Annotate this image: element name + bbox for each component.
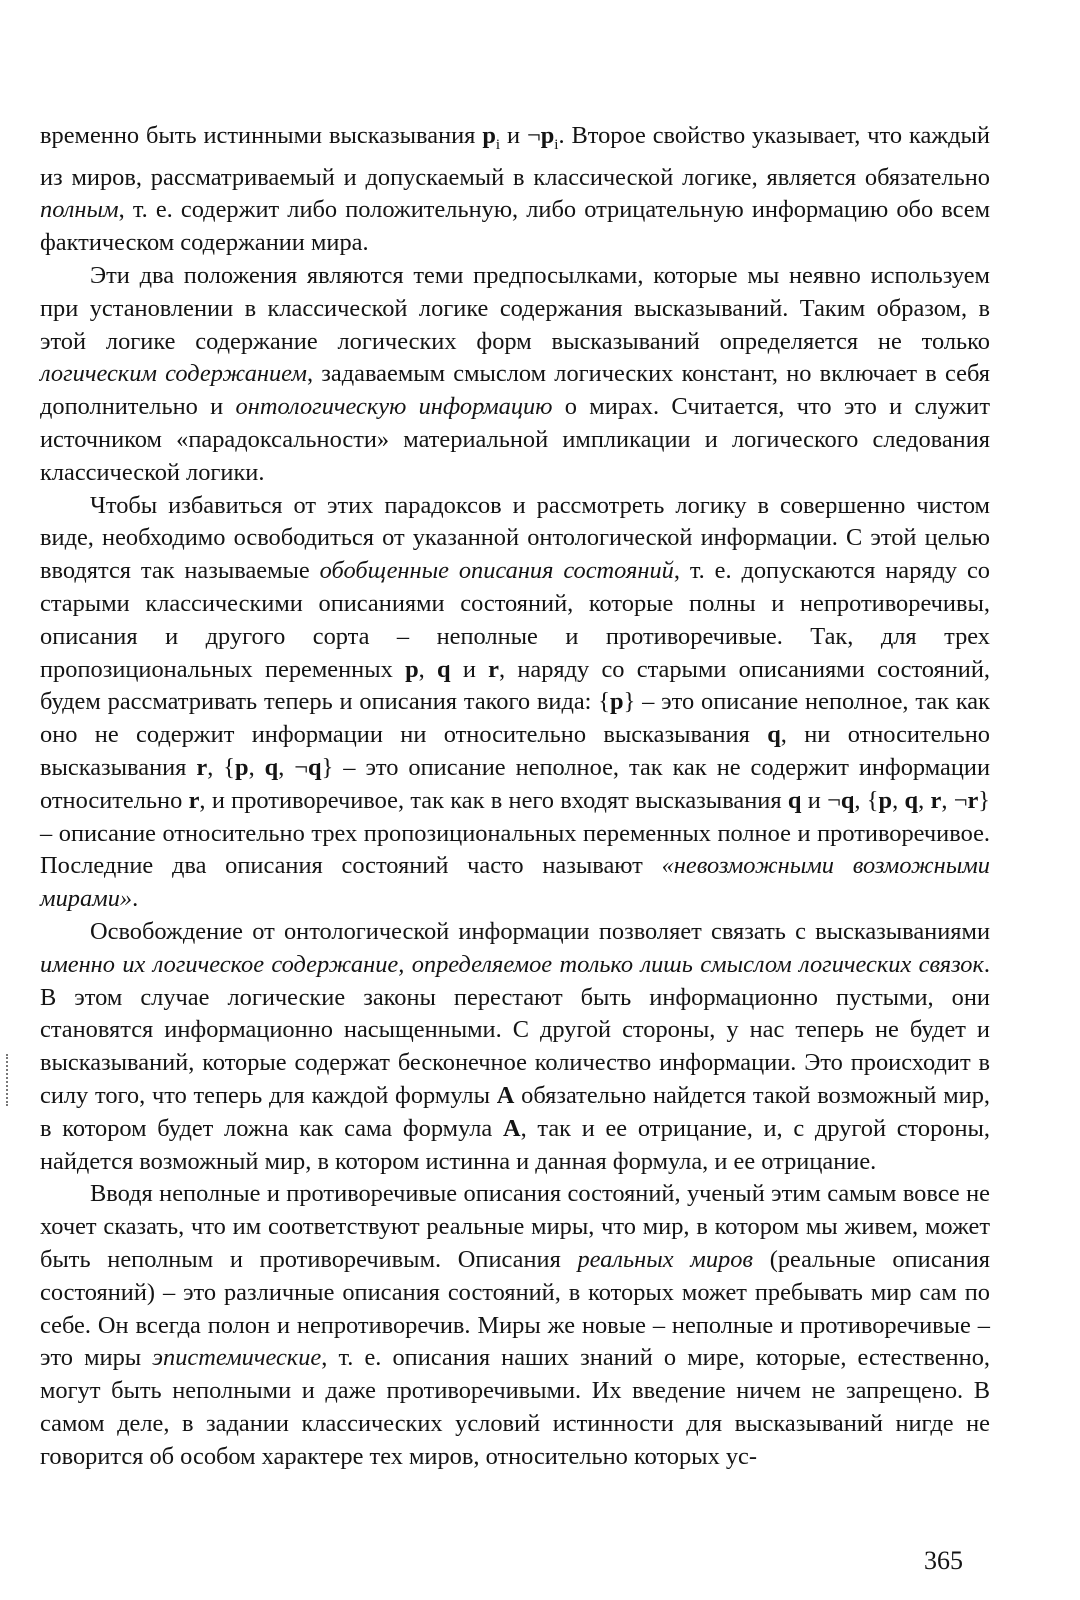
text-run: Чтобы избавиться от этих парадоксов и рассмотреть логику в совершенно чистом виде, необходимо освободиться от указанной онтологической информации. С этой целью вводятся так называемые: [40, 491, 990, 585]
text-run: и: [450, 655, 489, 683]
text-run: и ¬: [801, 786, 841, 814]
paragraph: [40, 1178, 990, 1473]
formula-symbol: p: [540, 122, 555, 149]
text-run: ,: [918, 786, 931, 814]
text-run: , ¬: [941, 786, 968, 814]
text-run: , задаваемым смыслом логических констант, но включает в себя дополнительно и: [40, 360, 990, 421]
paragraph: [40, 120, 990, 260]
formula-symbol: r: [488, 655, 499, 683]
formula-symbol: q: [767, 721, 781, 749]
formula-symbol: r: [196, 754, 208, 782]
text-run: } – описание относительно трех пропозициональных переменных полное и противоречивое. Последние два описания состояний часто называют: [40, 786, 991, 880]
subscript: i: [554, 136, 559, 153]
text-run: .: [132, 885, 139, 913]
formula-symbol: q: [787, 786, 802, 814]
text-run: временно быть истинными высказывания: [40, 122, 483, 149]
formula-symbol: q: [840, 786, 855, 814]
text-run: , и противоречивое, так как в него входят высказывания: [199, 786, 788, 814]
formula-symbol: p: [234, 754, 249, 782]
text-run: , {: [207, 754, 235, 782]
emphasis-text: обобщенные описания состояний: [319, 557, 674, 585]
text-run: (реальные описания состояний) – это различные описания состояний, в которых может пребывать мир сам по себе. Он всегда полон и непротиворечив. Миры же новые – неполные и противоречивые – это миры: [40, 1245, 990, 1372]
formula-symbol: q: [904, 786, 919, 814]
formula-symbol: p: [878, 786, 893, 814]
text-run: . Второе свойство указывает, что каждый из миров, рассматриваемый и допускаемый в классической логике, является обязательно: [40, 122, 990, 191]
emphasis-text: эпистемические: [152, 1344, 322, 1372]
margin-mark: [6, 1054, 12, 1106]
text-run: Освобождение от онтологической информации позволяет связать с высказываниями: [90, 918, 990, 945]
text-run: ,: [248, 754, 265, 782]
text-run: , т. е. допускаются наряду со старыми классическими описаниями состояний, которые полны и непротиворечивы, описания и другого сорта – неполные и противоречивые. Так, для трех пропозициональных переменных: [40, 557, 990, 683]
text-run: , так и ее отрицание, и, с другой стороны, найдется возможный мир, в котором истинна и данная формула, и ее отрицание.: [40, 1114, 991, 1175]
formula-symbol: r: [930, 786, 942, 814]
page-number: 365: [924, 1546, 963, 1575]
text-run: , т. е. описания наших знаний о мире, которые, естественно, могут быть неполными и даже противоречивыми. Их введение ничем не запрещено. В самом деле, в задании классических условий истинности для высказываний нигде не говорится об особом характере тех миров, относительно которых ус-: [40, 1344, 990, 1470]
text-run: , т. е. содержит либо положительную, либо отрицательную информацию обо всем фактическом содержании мира.: [40, 196, 990, 257]
text-run: ,: [892, 786, 905, 814]
formula-symbol: p: [610, 688, 624, 716]
formula-symbol: p: [405, 655, 419, 683]
text-run: , ни относительно высказывания: [40, 721, 990, 782]
emphasis-text: реальных миров: [577, 1245, 753, 1273]
emphasis-text: «невозможными возможными мирами»: [40, 852, 990, 913]
emphasis-text: полным: [40, 196, 119, 224]
text-run: . В этом случае логические законы перестают быть информационно пустыми, они становятся информационно насыщенными. С другой стороны, у нас теперь не будет и высказываний, которые содержат бесконечное количество информации. Это происходит в силу того, что теперь для каждой формулы: [40, 950, 990, 1109]
text-run: Вводя неполные и противоречивые описания состояний, ученый этим самым вовсе не хочет сказать, что им соответствуют реальные миры, что мир, в котором мы живем, может быть неполным и противоречивым. Описания: [40, 1180, 990, 1273]
text-run: } – это описание неполное, так как оно не содержит информации ни относительно высказывания: [40, 688, 990, 749]
text-run: о мирах. Считается, что это и служит источником «парадоксальности» материальной импликации и логического следования классической логики.: [40, 393, 990, 486]
subscript: i: [495, 136, 501, 153]
paragraph: [40, 916, 990, 1178]
emphasis-text: логическим содержанием: [40, 360, 307, 388]
text-run: ,: [418, 655, 437, 683]
text-run: обязательно найдется такой возможный мир, в котором будет ложна как сама формула: [40, 1081, 990, 1142]
paragraph: [40, 260, 990, 490]
paragraph: [40, 490, 990, 916]
formula-symbol: q: [308, 754, 322, 782]
formula-symbol: A: [496, 1081, 515, 1109]
formula-symbol: r: [188, 786, 200, 814]
text-run: } – это описание неполное, так как не содержит информации относительно: [40, 754, 991, 814]
page-body: [40, 120, 990, 1474]
text-run: и ¬: [500, 122, 541, 149]
formula-symbol: q: [437, 655, 451, 683]
formula-symbol: A: [502, 1114, 521, 1142]
emphasis-text: онтологическую информацию: [235, 393, 553, 421]
text-run: , наряду со старыми описаниями состояний, будем рассматривать теперь и описания такого вида: {: [40, 655, 990, 716]
formula-symbol: r: [967, 786, 979, 814]
formula-symbol: q: [264, 754, 279, 782]
text-run: , {: [854, 786, 879, 814]
text-run: , ¬: [278, 754, 309, 782]
formula-symbol: p: [482, 122, 496, 149]
text-run: Эти два положения являются теми предпосылками, которые мы неявно используем при установлении в классической логике содержания высказываний. Таким образом, в этой логике содержание логических форм высказываний определяется не только: [40, 262, 990, 355]
emphasis-text: именно их логическое содержание, определяемое только лишь смыслом логических связок: [40, 950, 984, 978]
